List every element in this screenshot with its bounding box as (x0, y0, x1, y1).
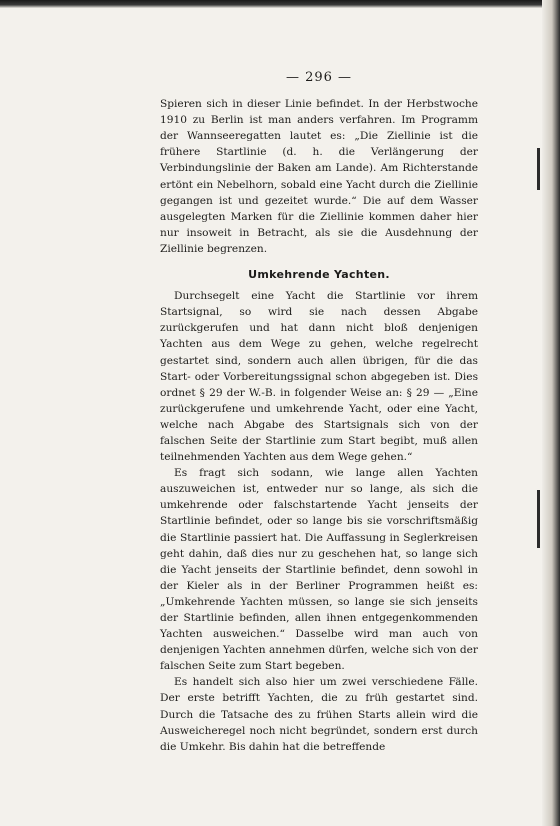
paragraph: Es fragt sich sodann, wie lange allen Yachten auszuweichen ist, entweder nur so lange, als sich die umkehrende oder falschstartende Yacht jenseits der Startlinie befindet, oder so lange bis sie vorschriftsmäßig die Startlinie passiert hat. Die Auffassung in Seglerkreisen geht dahin, daß dies nur zu geschehen hat, so lange sich die Yacht jenseits der Startlinie befindet, denn sowohl in der Kieler als in der Berliner Programmen heißt es: „Umkehrende Yachten müssen, so lange sie sich jenseits der Startlinie befinden, allen ihnen entgegenkommenden Yachten ausweichen.“ Dasselbe wird man auch von denjenigen Yachten annehmen dürfen, welche sich von der falschen Seite zum Start begeben. (160, 467, 478, 673)
scan-mark (537, 490, 540, 548)
page-content (160, 70, 478, 755)
scan-mark (537, 148, 540, 190)
page-top-shadow (0, 0, 560, 8)
paragraph: Es handelt sich also hier um zwei verschiedene Fälle. Der erste betrifft Yachten, die zu früh gestartet sind. Durch die Tatsache des zu frühen Starts allein wird die Ausweicheregel noch nicht begründet, sondern erst durch die Umkehr. Bis dahin hat die betreffende (160, 676, 478, 753)
section-heading: Umkehrende Yachten. (248, 268, 390, 282)
page-binding-edge (542, 0, 560, 826)
paragraph-intro: Spieren sich in dieser Linie befindet. In der Herbstwoche 1910 zu Berlin ist man anders verfahren. Im Programm der Wannseeregatten lautet es: „Die Ziellinie ist die frühere Startlinie (d. h. die Verlängerung der Verbindungslinie der Baken am Lande). Am Richterstande ertönt ein Nebelhorn, sobald eine Yacht durch die Ziellinie gegangen ist und gezeitet wurde.“ Die auf dem Wasser ausgelegten Marken für die Ziellinie kommen daher hier nur insoweit in Betracht, als sie die Ausdehnung der Ziellinie begrenzen. (160, 98, 478, 255)
page-number: — 296 — (285, 70, 353, 85)
paragraph: Durchsegelt eine Yacht die Startlinie vor ihrem Startsignal, so wird sie nach dessen Abgabe zurückgerufen und hat dann nicht bloß denjenigen Yachten aus dem Wege zu gehen, welche regelrecht gestartet sind, sondern auch allen übrigen, für die das Start- oder Vorbereitungssignal schon abgegeben ist. Dies ordnet § 29 der W.-B. in folgender Weise an: § 29 — „Eine zurückgerufene und umkehrende Yacht, oder eine Yacht, welche nach Abgabe des Startsignals sich von der falschen Seite der Startlinie zum Start begibt, muß allen teilnehmenden Yachten aus dem Wege gehen.“ (160, 290, 478, 464)
